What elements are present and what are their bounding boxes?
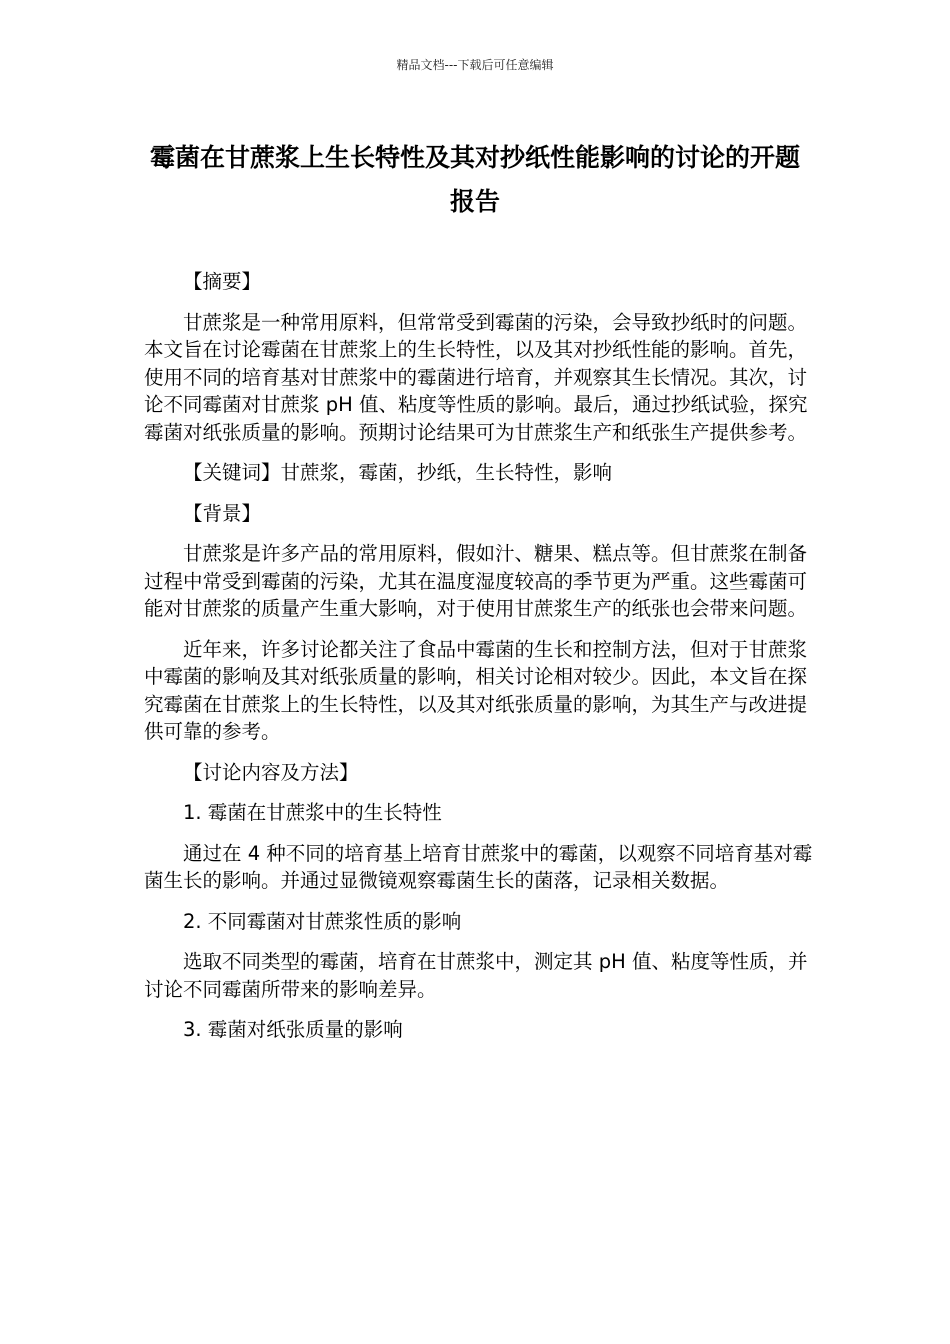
methods-item-1-title: 1. 霉菌在甘蔗浆中的生长特性	[183, 801, 442, 824]
background-heading: 【背景】	[183, 501, 262, 525]
methods-heading: 【讨论内容及方法】	[183, 760, 359, 784]
methods-item-2-title: 2. 不同霉菌对甘蔗浆性质的影响	[183, 909, 462, 933]
methods-item-2-text: 选取不同类型的霉菌，培育在甘蔗浆中，测定其 pH 值、粘度等性质，并讨论不同霉菌所带来的影响差异。	[144, 950, 808, 1001]
methods-item-3-title: 3. 霉菌对纸张质量的影响	[183, 1018, 403, 1041]
abstract-paragraph: 甘蔗浆是一种常用原料，但常常受到霉菌的污染，会导致抄纸时的问题。本文旨在讨论霉菌在甘蔗浆上的生长特性，以及其对抄纸性能的影响。首先，使用不同的培育基对甘蔗浆中的霉菌进行培育，并观察其生长情况。其次，讨论不同霉菌对甘蔗浆 pH 值、粘度等性质的影响。最后，通过抄纸试验，探究霉菌对纸张质量的影响。预期讨论结果可为甘蔗浆生产和纸张生产提供参考。	[144, 310, 808, 444]
header-note: 精品文档---下载后可任意编辑	[396, 58, 554, 72]
methods-item-1-text: 通过在 4 种不同的培育基上培育甘蔗浆中的霉菌，以观察不同培育基对霉菌生长的影响。并通过显微镜观察霉菌生长的菌落，记录相关数据。	[144, 841, 813, 892]
background-paragraph-2: 近年来，许多讨论都关注了食品中霉菌的生长和控制方法，但对于甘蔗浆中霉菌的影响及其对纸张质量的影响，相关讨论相对较少。因此，本文旨在探究霉菌在甘蔗浆上的生长特性，以及其对纸张质量的影响，为其生产与改进提供可靠的参考。	[144, 637, 808, 743]
document-title: 霉菌在甘蔗浆上生长特性及其对抄纸性能影响的讨论的开题报告	[149, 143, 800, 216]
background-paragraph-1: 甘蔗浆是许多产品的常用原料，假如汁、糖果、糕点等。但甘蔗浆在制备过程中常受到霉菌的污染，尤其在温度湿度较高的季节更为严重。这些霉菌可能对甘蔗浆的质量产生重大影响，对于使用甘蔗浆生产的纸张也会带来问题。	[144, 542, 808, 620]
document-body	[144, 268, 824, 1044]
abstract-heading: 【摘要】	[183, 270, 262, 293]
keywords-line: 【关键词】甘蔗浆，霉菌，抄纸，生长特性，影响	[183, 461, 613, 484]
